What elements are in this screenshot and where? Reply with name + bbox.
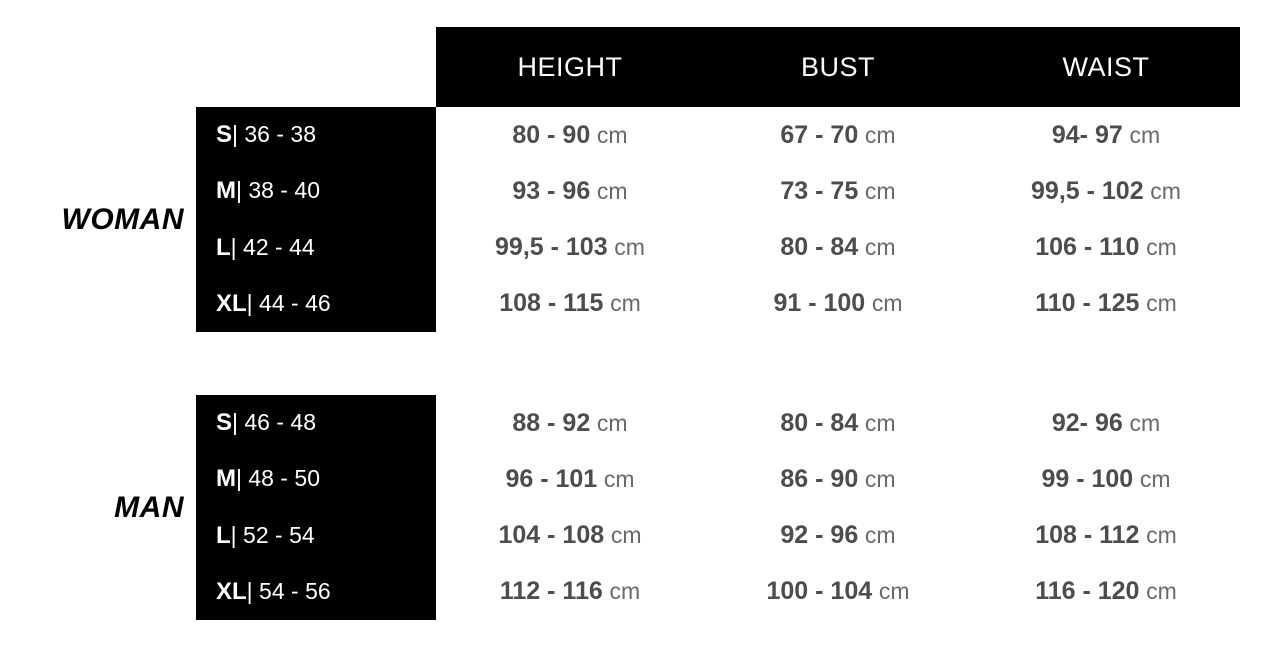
cell-size [196,522,436,550]
cell-bust [704,521,972,550]
table-row [196,276,1240,332]
unit-label: cm [596,121,628,148]
table-row [196,220,1240,276]
size-separator: | [246,289,253,316]
cell-size [196,409,436,437]
cell-height [436,521,704,550]
size-separator: | [230,233,237,260]
size-range: 36 - 38 [244,121,316,148]
size-code: M [216,177,236,205]
size-separator: | [236,465,242,492]
cell-size [196,177,436,205]
cell-waist [972,409,1240,438]
unit-label: cm [610,290,641,317]
size-separator: | [236,177,242,204]
size-code: XL [216,577,247,605]
size-separator: | [230,521,237,548]
unit-label: cm [871,290,903,317]
cell-height [436,177,704,206]
bust-value: 92 - 96 [780,521,859,550]
rows-woman [196,107,1240,332]
cell-bust [704,233,972,262]
height-value: 88 - 92 [512,408,591,437]
size-separator: | [232,409,238,436]
table-row [196,451,1240,507]
size-code: S [216,121,233,149]
unit-label: cm [864,234,896,261]
unit-label: cm [596,177,628,204]
unit-label: cm [864,409,896,436]
height-value: 104 - 108 [498,521,605,550]
bust-value: 73 - 75 [780,176,859,205]
column-header-bust: BUST [800,51,875,82]
cell-size [196,121,436,149]
size-range: 38 - 40 [248,177,320,204]
size-code: L [216,521,231,549]
bust-value: 67 - 70 [780,120,859,149]
cell-bust [704,465,972,494]
waist-value: 94- 97 [1051,120,1123,149]
table-row [196,107,1240,163]
size-code: M [216,465,236,493]
unit-label: cm [610,522,642,549]
unit-label: cm [864,121,896,148]
size-code: S [216,409,233,437]
cell-waist [972,233,1240,262]
cell-bust [704,177,972,206]
size-range: 54 - 56 [259,577,331,604]
height-value: 96 - 101 [505,464,598,493]
cell-size [196,465,436,493]
column-header-height: HEIGHT [517,51,623,82]
table-row [196,163,1240,219]
height-value: 108 - 115 [499,289,604,318]
cell-waist [972,177,1240,206]
size-range: 42 - 44 [243,233,315,260]
unit-label: cm [1146,522,1177,549]
unit-label: cm [603,465,635,492]
unit-label: cm [864,465,896,492]
cell-waist [972,521,1240,550]
unit-label: cm [1139,465,1171,492]
cell-height [436,233,704,262]
size-range: 46 - 48 [244,409,316,436]
cell-waist [972,577,1240,606]
group-woman [0,107,1267,332]
waist-value: 110 - 125 [1035,289,1140,318]
cell-height [436,465,704,494]
cell-size [196,290,436,318]
bust-value: 80 - 84 [780,408,859,437]
bust-value: 100 - 104 [766,577,873,606]
height-value: 80 - 90 [512,120,591,149]
height-value: 99,5 - 103 [495,233,608,262]
table-row [196,395,1240,451]
cell-bust [704,577,972,606]
size-code: XL [216,289,247,317]
size-separator: | [246,577,253,604]
group-label-woman: WOMAN [61,202,184,236]
cell-bust [704,289,972,318]
unit-label: cm [878,578,910,605]
group-label-man: MAN [114,490,184,524]
unit-label: cm [1146,234,1177,261]
cell-height [436,121,704,150]
cell-size [196,578,436,606]
cell-height [436,409,704,438]
unit-label: cm [596,409,628,436]
unit-label: cm [609,578,641,605]
size-range: 52 - 54 [243,521,315,548]
rows-man [196,395,1240,620]
table-row [196,508,1240,564]
cell-waist [972,465,1240,494]
cell-bust [704,121,972,150]
column-header-waist: WAIST [1062,51,1150,82]
cell-waist [972,121,1240,150]
unit-label: cm [1146,578,1177,605]
cell-height [436,577,704,606]
unit-label: cm [1150,177,1181,204]
height-value: 112 - 116 [499,577,603,606]
waist-value: 99,5 - 102 [1031,176,1144,205]
unit-label: cm [864,177,896,204]
waist-value: 106 - 110 [1035,233,1140,262]
bust-value: 91 - 100 [773,289,866,318]
cell-bust [704,409,972,438]
size-separator: | [232,121,238,148]
unit-label: cm [1129,409,1161,436]
table-row [196,564,1240,620]
group-man [0,395,1267,620]
bust-value: 86 - 90 [780,464,859,493]
size-code: L [216,233,231,261]
unit-label: cm [614,234,645,261]
bust-value: 80 - 84 [780,233,859,262]
table-header-row [436,27,1240,107]
cell-height [436,289,704,318]
unit-label: cm [864,522,896,549]
height-value: 93 - 96 [512,176,591,205]
cell-waist [972,289,1240,318]
cell-size [196,234,436,262]
size-range: 48 - 50 [248,465,320,492]
waist-value: 92- 96 [1051,408,1123,437]
waist-value: 99 - 100 [1041,464,1134,493]
unit-label: cm [1146,290,1177,317]
waist-value: 108 - 112 [1035,521,1140,550]
size-range: 44 - 46 [259,289,331,316]
waist-value: 116 - 120 [1035,577,1140,606]
unit-label: cm [1129,121,1161,148]
